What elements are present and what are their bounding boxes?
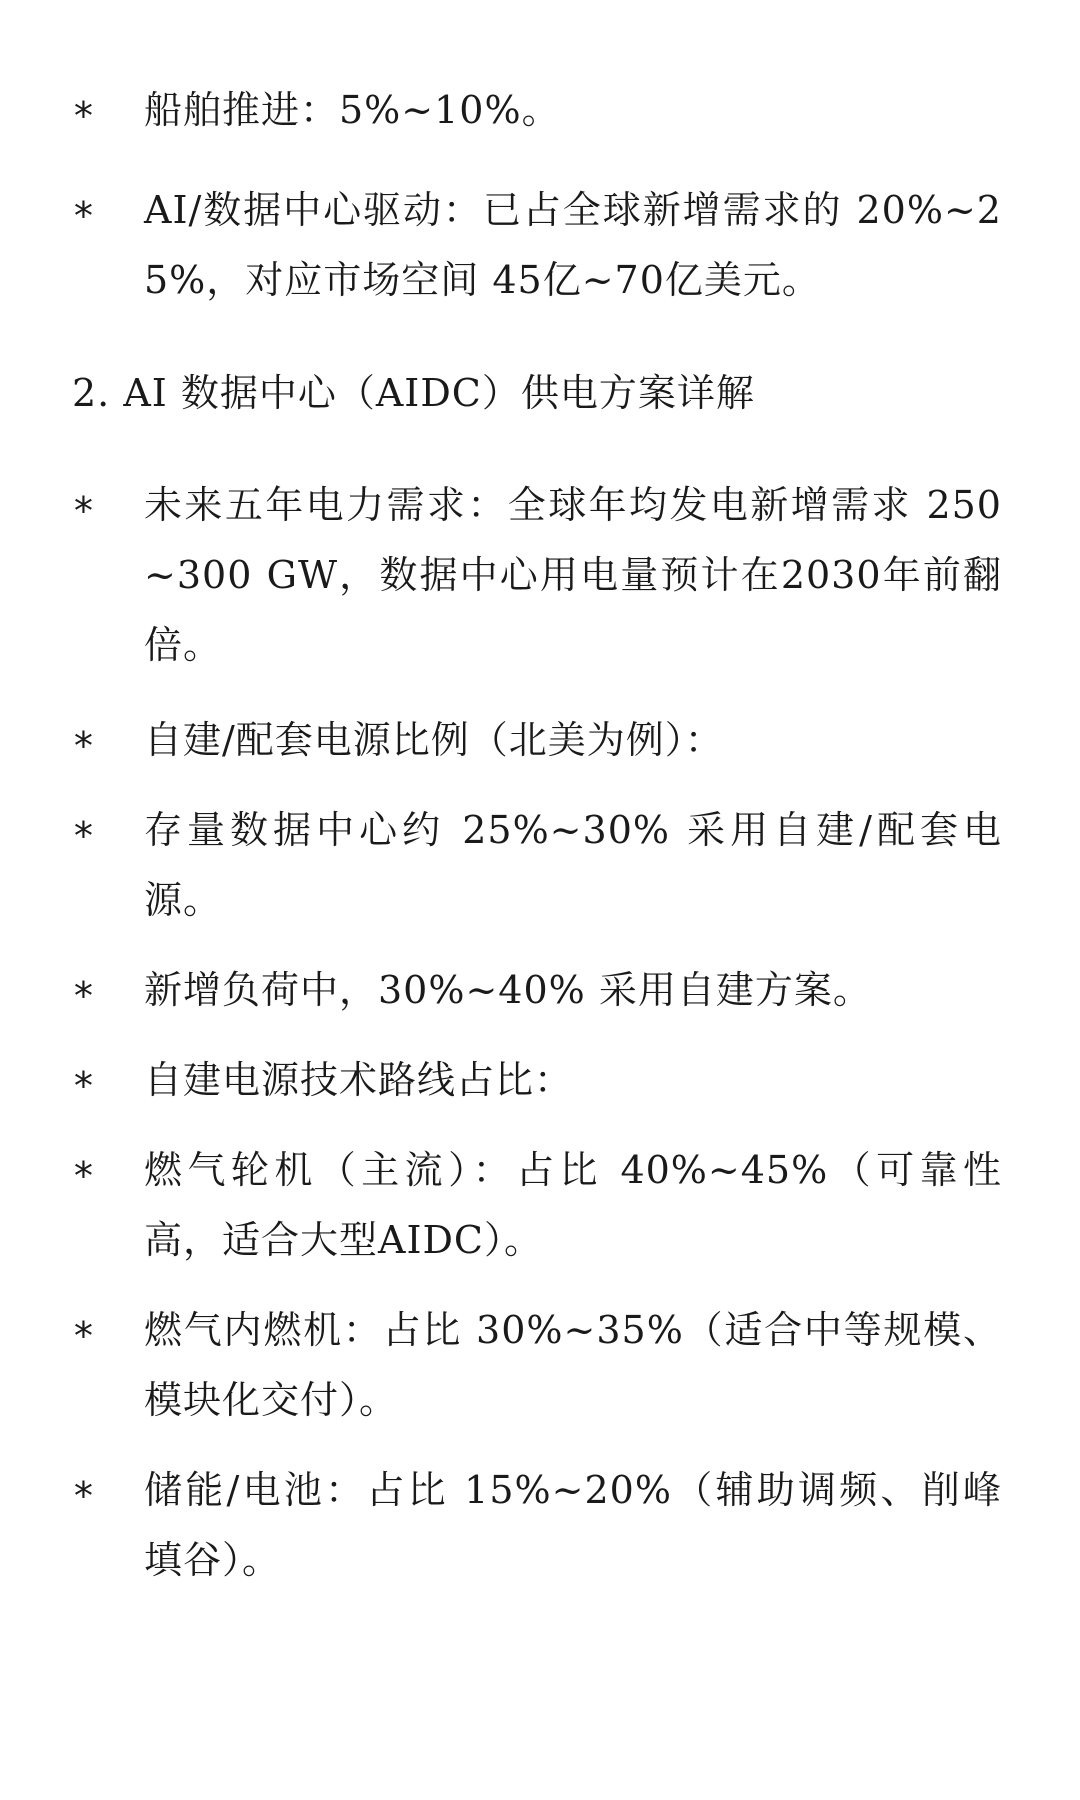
list-item-text: 储能/电池：占比 15%~20%（辅助调频、削峰填谷）。 [144,1468,1002,1582]
list-item-text: 自建电源技术路线占比： [144,1058,574,1102]
list-item-text: 燃气内燃机：占比 30%~35%（适合中等规模、模块化交付）。 [144,1308,1002,1422]
list-item [72,1295,1002,1435]
bullet-marker: * [72,974,95,1018]
list-item [72,1455,1002,1595]
list-item [72,955,1002,1031]
bullet-marker: * [72,194,95,238]
bullet-marker: * [72,1474,95,1518]
list-item [72,1135,1002,1275]
bullet-marker: * [72,1314,95,1358]
list-item-text: AI/数据中心驱动：已占全球新增需求的 20%~25%，对应市场空间 45亿~70亿美元。 [144,188,1002,302]
bullet-marker: * [72,94,95,138]
list-item [72,470,1002,680]
section-heading: 2. AI 数据中心（AIDC）供电方案详解 [72,371,755,415]
list-item [72,795,1002,935]
bullet-marker: * [72,489,95,533]
list-item-text: 存量数据中心约 25%~30% 采用自建/配套电源。 [144,808,1002,922]
bullet-marker: * [72,724,95,768]
list-item-text: 新增负荷中，30%~40% 采用自建方案。 [144,968,872,1012]
list-item [72,705,1002,781]
bullet-marker: * [72,1154,95,1198]
list-item-text: 自建/配套电源比例（北美为例）： [144,718,724,762]
list-item [72,175,1002,315]
list-item-text: 船舶推进：5%~10%。 [144,88,561,132]
list-item [72,1045,1002,1121]
bullet-marker: * [72,814,95,858]
bullet-marker: * [72,1064,95,1108]
list-item [72,75,1002,151]
list-item-text: 未来五年电力需求：全球年均发电新增需求 250~300 GW，数据中心用电量预计在2030年前翻倍。 [144,483,1002,667]
list-item-text: 燃气轮机（主流）：占比 40%~45%（可靠性高，适合大型AIDC）。 [144,1148,1002,1262]
